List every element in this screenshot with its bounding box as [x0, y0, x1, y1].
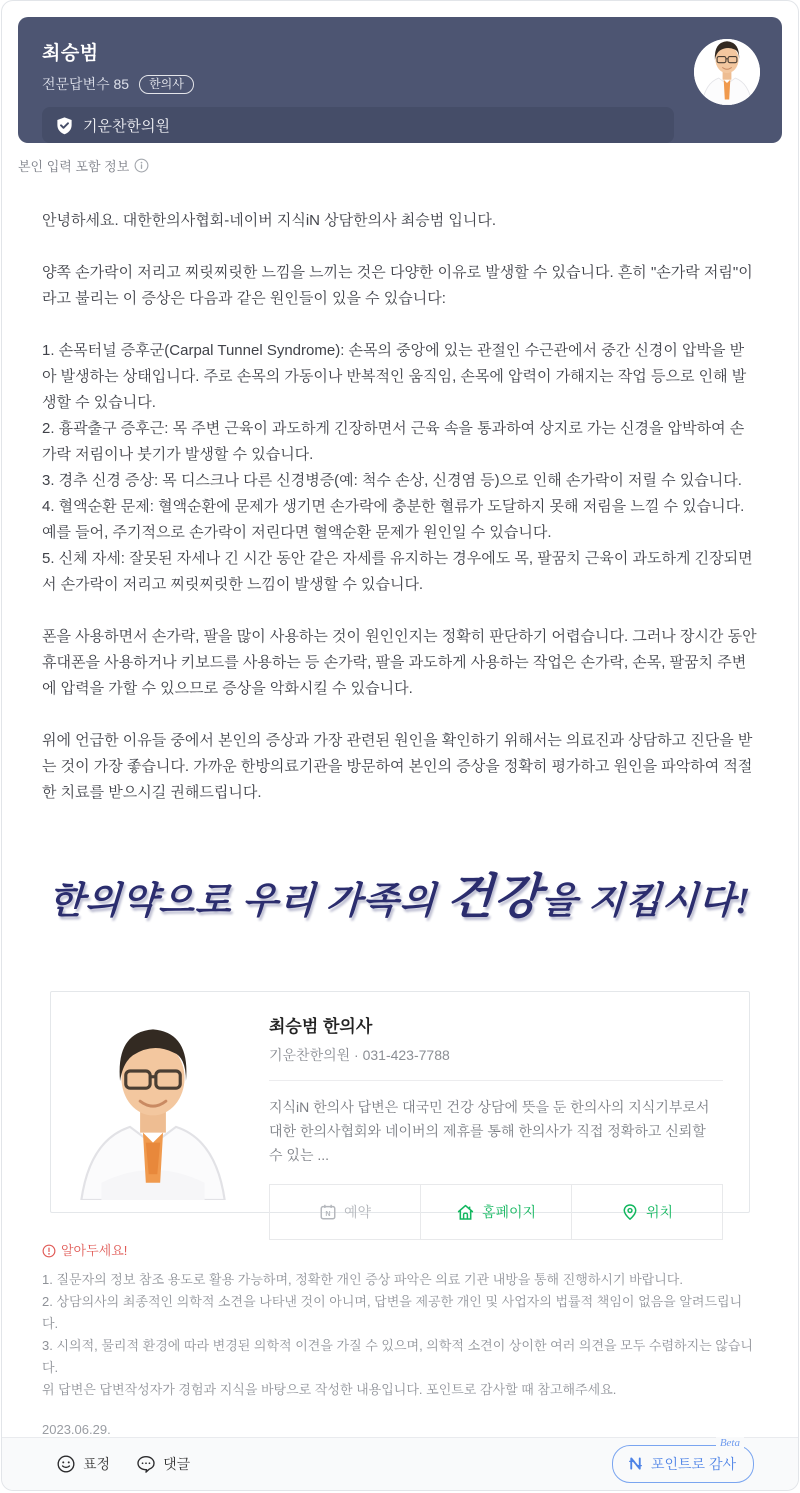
notice-item: 위 답변은 답변작성자가 경험과 지식을 바탕으로 작성한 내용입니다. 포인트로 감사할 때 참고해주세요.	[42, 1381, 617, 1397]
emotion-button[interactable]	[56, 1454, 110, 1474]
location-button[interactable]	[571, 1185, 722, 1239]
answer-paragraph: 위에 언급한 이유들 중에서 본인의 증상과 가장 관련된 원인을 확인하기 위해서는 의료진과 상담하고 진단을 받는 것이 가장 좋습니다. 가까운 한방의료기관을 방문하여 본인의 증상을 정확히 평가하고 원인을 파악하여 적절한 치료를 받으시길 권해드립니다.	[42, 732, 753, 801]
self-input-info-row	[18, 156, 782, 175]
thank-with-points-button[interactable]	[612, 1436, 754, 1483]
smiley-icon	[56, 1454, 76, 1474]
comment-button[interactable]	[136, 1454, 190, 1474]
comment-button-label: 댓글	[163, 1455, 191, 1472]
answer-date: 2023.06.29.	[42, 1421, 111, 1437]
expert-header-card	[18, 17, 782, 143]
warning-circle-icon	[42, 1244, 56, 1258]
answer-list-item: 4. 혈액순환 문제: 혈액순환에 문제가 생기면 손가락에 충분한 혈류가 도달하지 못해 저림을 느낄 수 있습니다. 예를 들어, 주기적으로 손가락이 저린다면 혈액순환 문제가 원인일 수 있습니다.	[42, 498, 745, 541]
calligraphy-banner	[30, 858, 770, 927]
answer-paragraph: 안녕하세요. 대한한의사협회-네이버 지식iN 상담한의사 최승범 입니다.	[42, 212, 497, 229]
card-action-buttons	[269, 1184, 723, 1240]
home-icon	[456, 1203, 475, 1222]
banner-emphasis-text: 건강	[445, 871, 543, 924]
self-input-info-label: 본인 입력 포함 정보	[18, 159, 130, 174]
card-divider	[269, 1080, 723, 1081]
location-pin-icon	[621, 1203, 639, 1221]
reserve-button-label: 예약	[343, 1204, 372, 1220]
comment-bubble-icon	[136, 1454, 156, 1474]
notice-item: 3. 시의적, 물리적 환경에 따라 변경된 의학적 이견을 가질 수 있으며, 의학적 소견이 상이한 여러 의견을 모두 수렴하지는 않습니다.	[42, 1337, 753, 1375]
expert-answer-count: 전문답변수 85	[42, 76, 130, 92]
homepage-button[interactable]	[420, 1185, 571, 1239]
card-description: 지식iN 한의사 답변은 대국민 건강 상담에 뜻을 둔 한의사의 지식기부로서 대한 한의사협회와 네이버의 제휴를 통해 한의사가 직접 정확하고 신뢰할 수 있는 ...	[269, 1099, 710, 1163]
answer-paragraph: 양쪽 손가락이 저리고 찌릿찌릿한 느낌을 느끼는 것은 다양한 이유로 발생할 수 있습니다. 흔히 "손가락 저림"이라고 불리는 이 증상은 다음과 같은 원인들이 있을 수 있습니다:	[42, 264, 753, 307]
answer-page	[1, 0, 799, 1491]
homepage-button-label: 홈페이지	[481, 1204, 537, 1220]
notice-title: 알아두세요!	[61, 1242, 128, 1258]
answer-body	[2, 175, 798, 806]
notice-item: 1. 질문자의 정보 참조 용도로 활용 가능하며, 정확한 개인 증상 파악은 의료 기관 내방을 통해 진행하시기 바랍니다.	[42, 1271, 683, 1287]
svg-text:N: N	[325, 1209, 331, 1219]
calendar-icon	[319, 1203, 337, 1221]
naver-point-icon	[627, 1455, 644, 1472]
thank-with-points-label: 포인트로 감사	[650, 1455, 736, 1472]
expert-name: 최승범	[42, 43, 99, 64]
answer-paragraph: 폰을 사용하면서 손가락, 팔을 많이 사용하는 것이 원인인지는 정확히 판단하기 어렵습니다. 그러나 장시간 동안 휴대폰을 사용하거나 키보드를 사용하는 등 손가락, 팔을 과도하게 사용하는 작업은 손가락, 손목, 팔꿈치 주변에 압력을 가할 수 있으므로 증상을 악화시킬 수 있습니다.	[42, 628, 757, 697]
answer-list-item: 3. 경추 신경 증상: 목 디스크나 다른 신경병증(예: 척수 손상, 신경염 등)으로 인해 손가락이 저릴 수 있습니다.	[42, 472, 742, 489]
expert-avatar[interactable]	[694, 39, 760, 105]
shield-check-icon	[55, 116, 74, 135]
info-icon[interactable]	[134, 158, 149, 173]
reserve-button[interactable]	[270, 1185, 420, 1239]
clinic-name: 기운찬한의원	[83, 117, 170, 135]
doctor-profile-card	[50, 991, 750, 1220]
banner-text: 한의약으로 우리 가족의	[47, 881, 448, 922]
expert-specialty-badge: 한의사	[139, 75, 194, 94]
clinic-bar[interactable]	[42, 107, 674, 143]
card-doctor-name: 최승범 한의사	[269, 1017, 373, 1036]
notice-section	[42, 1240, 758, 1401]
location-button-label: 위치	[645, 1204, 674, 1220]
answer-list-item: 2. 흉곽출구 증후근: 목 주변 근육이 과도하게 긴장하면서 근육 속을 통과하여 상지로 가는 신경을 압박하여 손가락 저림이나 붓기가 발생할 수 있습니다.	[42, 420, 745, 463]
answer-list-item: 1. 손목터널 증후군(Carpal Tunnel Syndrome): 손목의 중앙에 있는 관절인 수근관에서 중간 신경이 압박을 받아 발생하는 상태입니다. 주로 손목의 가동이나 반복적인 움직임, 손목에 압력이 가해지는 작업 등으로 인해 발생할 수 있습니다.	[42, 342, 747, 411]
emotion-button-label: 표정	[83, 1455, 111, 1472]
answer-list-item: 5. 신체 자세: 잘못된 자세나 긴 시간 동안 같은 자세를 유지하는 경우에도 목, 팔꿈치 근육이 과도하게 긴장되면서 손가락이 저리고 찌릿찌릿한 느낌이 발생할 수 있습니다.	[42, 550, 753, 593]
doctor-photo	[51, 992, 249, 1212]
answer-footer	[2, 1437, 798, 1490]
notice-item: 2. 상담의사의 최종적인 의학적 소견을 나타낸 것이 아니며, 답변을 제공한 개인 및 사업자의 법률적 책임이 없음을 알려드립니다.	[42, 1293, 743, 1331]
beta-badge: Beta	[716, 1437, 744, 1450]
card-clinic-phone: 기운찬한의원 · 031-423-7788	[269, 1047, 450, 1063]
banner-text-suffix: 을 지킵시다!	[540, 881, 752, 922]
